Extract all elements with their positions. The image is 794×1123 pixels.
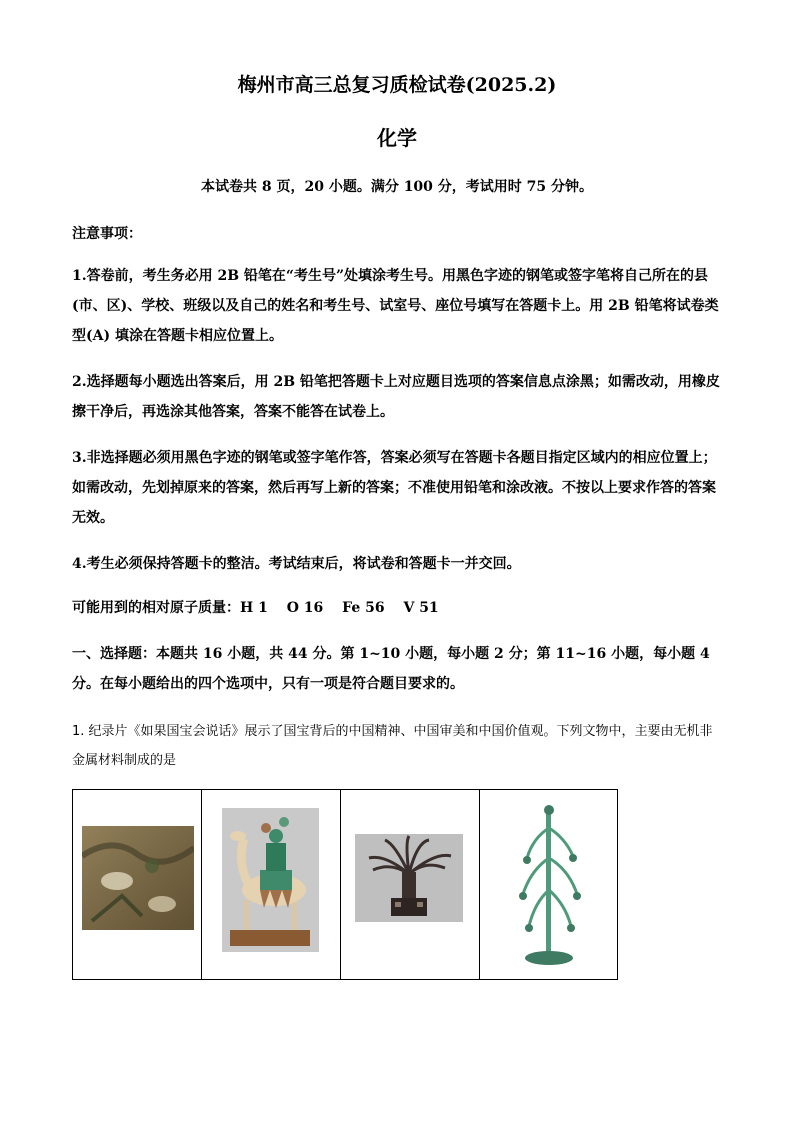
silk-painting-image xyxy=(82,826,194,930)
notice-item-1: 1.答卷前，考生务必用 2B 铅笔在“考生号”处填涂考生号。用黑色字迹的钢笔或签字笔将自己所在的县(市、区)、学校、班级以及自己的姓名和考生号、试室号、座位号填写在答题卡上。用 2B 铅笔将试卷类型(A) 填涂在答题卡相应位置上。 xyxy=(72,268,719,344)
option-b-cell xyxy=(202,790,341,979)
option-a-cell xyxy=(73,790,202,979)
notice-item-2: 2.选择题每小题选出答案后，用 2B 铅笔把答题卡上对应题目选项的答案信息点涂黑；如需改动，用橡皮擦干净后，再选涂其他答案，答案不能答在试卷上。 xyxy=(72,374,720,420)
atomic-masses: 可能用到的相对原子质量：H 1 O 16 Fe 56 V 51 xyxy=(72,600,439,616)
exam-title: 梅州市高三总复习质检试卷(2025.2) xyxy=(237,74,557,96)
section-one-instructions: 一、选择题：本题共 16 小题，共 44 分。第 1~10 小题，每小题 2 分；第 11~16 小题，每小题 4 分。在每小题给出的四个选项中，只有一项是符合题目要求的。 xyxy=(72,646,710,692)
option-d-cell xyxy=(480,790,617,979)
option-c-cell xyxy=(341,790,480,979)
notice-item-4: 4.考生必须保持答题卡的整洁。考试结束后，将试卷和答题卡一并交回。 xyxy=(72,556,521,572)
tang-sancai-camel-image xyxy=(222,808,319,952)
notice-heading: 注意事项： xyxy=(72,226,142,242)
subject-title: 化学 xyxy=(377,126,417,150)
artifact-options-table xyxy=(72,789,618,980)
question-1-stem: 1. 纪录片《如果国宝会说话》展示了国宝背后的中国精神、中国审美和中国价值观。下列文物中，主要由无机非金属材料制成的是 xyxy=(72,724,713,768)
bronze-tree-image xyxy=(513,798,585,970)
exam-summary: 本试卷共 8 页，20 小题。满分 100 分，考试用时 75 分钟。 xyxy=(200,179,594,195)
notice-item-3: 3.非选择题必须用黑色字迹的钢笔或签字笔作答，答案必须写在答题卡各题目指定区域内的相应位置上；如需改动，先划掉原来的答案，然后再写上新的答案；不准使用铅笔和涂改液。不按以上要求作答的答案无效。 xyxy=(72,450,717,526)
bronze-antler-stand-image xyxy=(355,834,463,922)
